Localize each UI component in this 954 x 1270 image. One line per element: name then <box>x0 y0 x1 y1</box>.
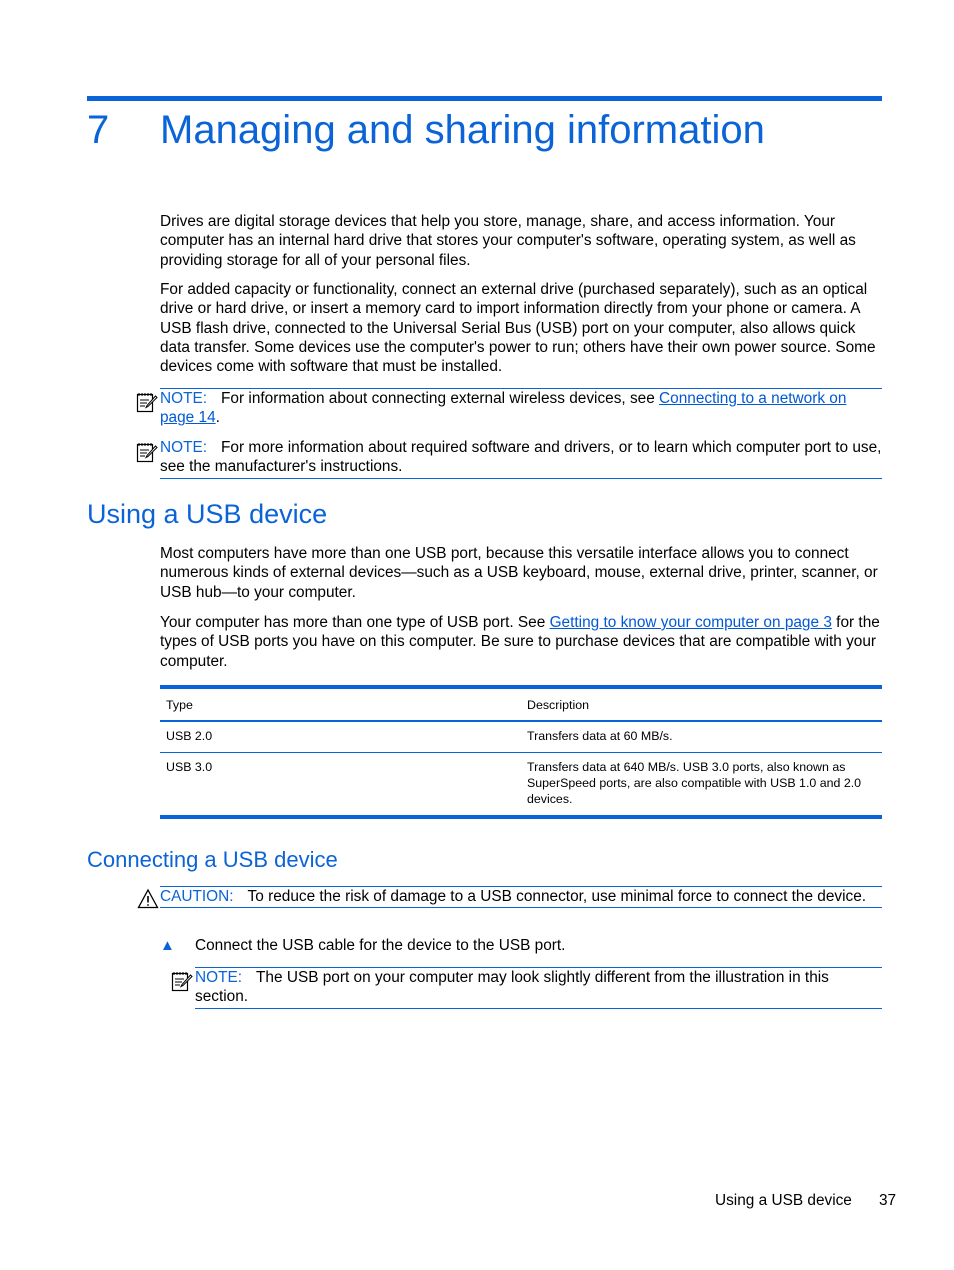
table-cell-description: Transfers data at 640 MB/s. USB 3.0 ports, also known as SuperSpeed ports, are also compatible with USB 1.0 and 2.0 devices. <box>527 760 862 806</box>
caution-text: To reduce the risk of damage to a USB connector, use minimal force to connect the device. <box>247 888 867 905</box>
note-label: NOTE: <box>195 969 243 986</box>
intro-paragraph-2: For added capacity or functionality, connect an external drive (purchased separately), such as an optical drive or hard drive, or insert a memory card to import information directly from your phone or camera. A USB flash drive, connected to the Universal Serial Bus (USB) port on your computer, also allows quick data transfer. Some devices use the computer's power to run; others have their own power source. Some devices come with software that must be installed. <box>160 281 876 376</box>
usb-paragraph-2-end: for the types of USB ports you have on this computer. Be sure to purchase devices that are compatible with your computer. <box>160 614 880 670</box>
link-connecting-to-a-network[interactable]: Connecting to a network on page 14 <box>160 390 847 427</box>
usb-paragraph-1: Most computers have more than one USB port, because this versatile interface allows you to connect numerous kinds of external devices—such as a USB keyboard, mouse, external drive, printer, scanner, or USB hub—to your computer. <box>160 545 878 601</box>
intro-paragraph-1: Drives are digital storage devices that help you store, manage, share, and access information. Your computer has an internal hard drive that stores your computer's software, operating system, as well as providing storage for all of your personal files. <box>160 213 856 269</box>
caution-label: CAUTION: <box>160 888 234 905</box>
note-1-text: For information about connecting external wireless devices, see <box>221 390 660 407</box>
table-cell-type: USB 3.0 <box>166 760 213 774</box>
note-icon <box>171 970 193 997</box>
table-row <box>160 721 882 753</box>
table-header-description: Description <box>527 697 589 712</box>
chapter-title: Managing and sharing information <box>160 108 765 152</box>
chapter-number: 7 <box>87 108 110 152</box>
step-text: Connect the USB cable for the device to the USB port. <box>195 937 566 954</box>
table-cell-type: USB 2.0 <box>160 721 521 753</box>
table-cell-description: Transfers data at 60 MB/s. <box>521 721 882 753</box>
usb-paragraph-2 <box>160 613 882 671</box>
note-icon <box>136 441 158 468</box>
section-heading-connecting-usb: Connecting a USB device <box>87 847 338 872</box>
link-getting-to-know-your-computer[interactable]: Getting to know your computer on page 3 <box>549 614 832 631</box>
chapter-rule <box>87 96 882 101</box>
section-heading-using-usb: Using a USB device <box>87 499 328 529</box>
usb-paragraph-2-start: Your computer has more than one type of USB port. See <box>160 614 550 631</box>
table-row <box>160 753 882 818</box>
note-1 <box>160 388 882 428</box>
note-label: NOTE: <box>160 439 208 456</box>
footer-page-number: 37 <box>879 1192 897 1209</box>
note-label: NOTE: <box>160 390 208 407</box>
note-icon <box>136 391 158 418</box>
note-2-text: For more information about required software and drivers, or to learn which computer port to use, see the manufacturer's instructions. <box>160 439 882 476</box>
footer-section-title: Using a USB device <box>715 1192 852 1209</box>
table-header-row <box>160 687 882 721</box>
table-header-type: Type <box>166 697 193 712</box>
step-bullet-icon: ▲ <box>160 937 175 954</box>
step-note <box>195 967 882 1009</box>
usb-types-table <box>160 685 882 819</box>
caution-icon <box>137 888 159 915</box>
note-2 <box>160 438 882 479</box>
note-1-period: . <box>215 409 220 427</box>
caution-box <box>160 886 882 908</box>
step-note-text: The USB port on your computer may look slightly different from the illustration in this section. <box>195 969 829 1006</box>
